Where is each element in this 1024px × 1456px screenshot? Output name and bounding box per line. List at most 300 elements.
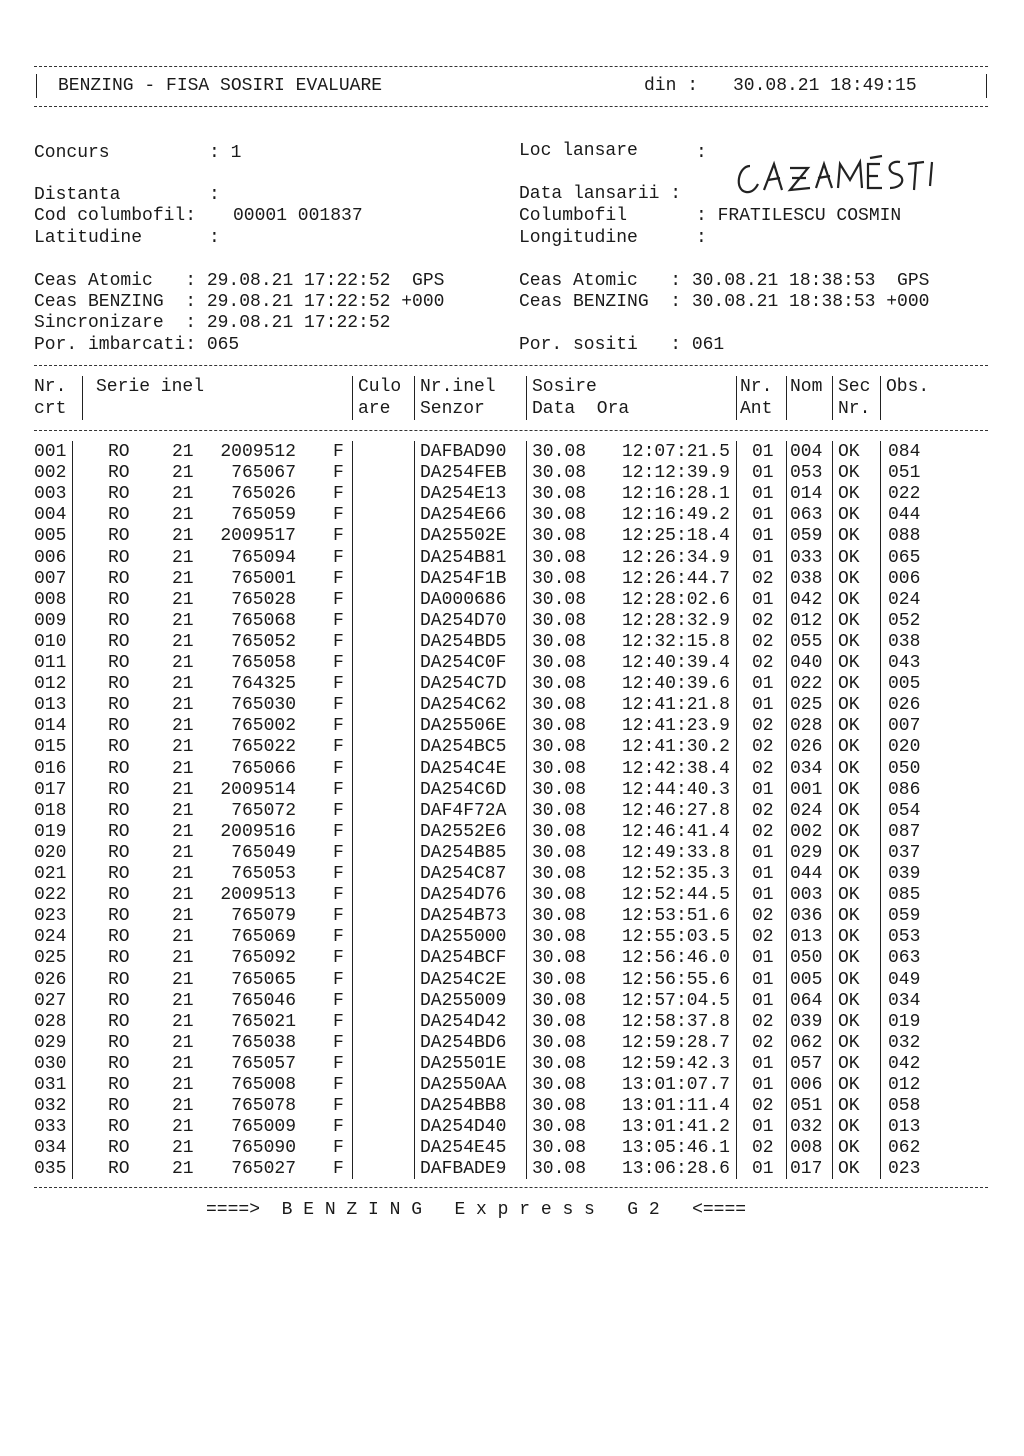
cell-antenna: 01 [752, 864, 774, 884]
cell-nom: 057 [790, 1053, 823, 1074]
cell-antenna: 01 [752, 948, 774, 969]
cell-sex: F [333, 906, 344, 927]
cod-value: 00001 001837 [233, 206, 363, 226]
cell-sex: F [333, 1096, 344, 1117]
cell-sec: OK [838, 758, 860, 779]
cell-nom: 008 [790, 1138, 823, 1159]
cell-sec: OK [838, 484, 860, 505]
cell-date: 30.08 [532, 842, 587, 863]
cell-year: 21 [172, 589, 194, 610]
cell-time: 12:52:44.5 [621, 885, 730, 906]
hdr-are: are [358, 399, 391, 419]
cell-obs: 005 [888, 674, 921, 695]
cell-nom: 055 [790, 631, 823, 652]
cell-sec: OK [838, 1053, 860, 1074]
cell-sensor: DA254FEB [420, 463, 507, 484]
hdr-senzor: Senzor [420, 399, 485, 419]
cell-sensor: DA254B81 [420, 547, 507, 568]
cell-antenna: 01 [752, 526, 774, 547]
cell-year: 21 [172, 1117, 194, 1138]
cell-time: 12:16:49.2 [621, 505, 730, 526]
cell-country: RO [108, 526, 130, 547]
cell-time: 12:28:02.6 [621, 589, 730, 610]
cell-obs: 065 [888, 547, 921, 568]
cell-sec: OK [838, 779, 860, 800]
cell-nom: 032 [790, 1117, 823, 1138]
cell-country: RO [108, 674, 130, 695]
cell-nom: 013 [790, 927, 823, 948]
cell-year: 21 [172, 969, 194, 990]
cell-ring-number: 765072 [231, 800, 296, 821]
cell-sec: OK [838, 885, 860, 906]
cell-country: RO [108, 927, 130, 948]
cell-sensor: DA254D42 [420, 1011, 507, 1032]
cell-ring-number: 2009512 [220, 442, 296, 462]
hdr-sec-nr: Nr. [838, 399, 871, 419]
cell-sec: OK [838, 568, 860, 589]
cell-date: 30.08 [532, 1053, 587, 1074]
cell-nom: 029 [790, 842, 823, 863]
cell-country: RO [108, 1096, 130, 1117]
cell-sex: F [333, 631, 344, 652]
cell-nr-crt: 009 [34, 610, 67, 631]
cell-antenna: 02 [752, 1011, 774, 1032]
columbofil-value: : FRATILESCU COSMIN [696, 206, 902, 226]
cell-nom: 022 [790, 674, 823, 695]
cell-antenna: 02 [752, 821, 774, 842]
cell-time: 12:56:46.0 [621, 948, 730, 969]
sheet-title: BENZING - FISA SOSIRI EVALUARE [58, 76, 383, 96]
hdr-data-ora: Data Ora [532, 399, 630, 419]
cell-nr-crt: 014 [34, 716, 67, 737]
cell-obs: 063 [888, 948, 921, 969]
cell-antenna: 02 [752, 906, 774, 927]
cell-year: 21 [172, 779, 194, 800]
cell-year: 21 [172, 906, 194, 927]
cell-nom: 064 [790, 990, 823, 1011]
cell-nom: 025 [790, 695, 823, 716]
cell-ring-number: 765078 [231, 1096, 296, 1117]
cell-sex: F [333, 1138, 344, 1159]
cell-year: 21 [172, 526, 194, 547]
cell-obs: 020 [888, 737, 921, 758]
cell-country: RO [108, 610, 130, 631]
cell-sex: F [333, 885, 344, 906]
cell-ring-number: 765021 [231, 1011, 296, 1032]
hdr-ant: Ant [740, 399, 773, 419]
body-sep-nr [72, 441, 73, 1179]
cell-obs: 024 [888, 589, 921, 610]
cell-sex: F [333, 1075, 344, 1095]
cell-ring-number: 765067 [231, 463, 296, 484]
cell-sec: OK [838, 1159, 860, 1180]
cell-sensor: DA25502E [420, 526, 507, 547]
cell-sensor: DA254E45 [420, 1138, 507, 1159]
cell-country: RO [108, 758, 130, 779]
cell-antenna: 01 [752, 885, 774, 906]
cell-antenna: 01 [752, 969, 774, 990]
cell-time: 12:07:21.5 [621, 442, 730, 462]
cell-obs: 062 [888, 1138, 921, 1159]
cell-antenna: 02 [752, 927, 774, 948]
cell-time: 12:46:41.4 [621, 821, 730, 842]
cell-nr-crt: 031 [34, 1075, 67, 1095]
cell-nom: 002 [790, 821, 823, 842]
cell-ring-number: 764325 [231, 674, 296, 695]
cell-sex: F [333, 1117, 344, 1138]
cell-obs: 052 [888, 610, 921, 631]
cell-year: 21 [172, 1011, 194, 1032]
cell-nom: 028 [790, 716, 823, 737]
cell-ring-number: 765002 [231, 716, 296, 737]
din-label: din : [644, 76, 699, 96]
cell-date: 30.08 [532, 610, 587, 631]
cell-country: RO [108, 1138, 130, 1159]
cell-sensor: DA254B73 [420, 906, 507, 927]
cell-date: 30.08 [532, 631, 587, 652]
hdr-sep-1 [82, 376, 83, 420]
cell-nr-crt: 012 [34, 674, 67, 695]
cell-year: 21 [172, 1096, 194, 1117]
cell-date: 30.08 [532, 1117, 587, 1138]
cell-sec: OK [838, 927, 860, 948]
cell-sec: OK [838, 737, 860, 758]
hdr-nr-ant: Nr. [740, 377, 773, 397]
cell-sex: F [333, 695, 344, 716]
cell-obs: 050 [888, 758, 921, 779]
cell-sex: F [333, 1032, 344, 1053]
cell-sensor: DA254C87 [420, 864, 507, 884]
hdr-sep-8 [880, 376, 881, 420]
right-benzing-clock: Ceas BENZING : 30.08.21 18:38:53 +000 [519, 292, 930, 312]
cell-time: 12:40:39.6 [621, 674, 730, 695]
cell-sensor: DA254C6D [420, 779, 507, 800]
cell-sex: F [333, 990, 344, 1011]
body-sep-culoare-left [352, 441, 353, 1179]
cell-country: RO [108, 885, 130, 906]
cell-sensor: DA255000 [420, 927, 507, 948]
cell-sex: F [333, 1159, 344, 1180]
cell-year: 21 [172, 948, 194, 969]
cell-antenna: 01 [752, 674, 774, 695]
cell-sex: F [333, 505, 344, 526]
cell-sensor: DA254BCF [420, 948, 507, 969]
cell-nr-crt: 028 [34, 1011, 67, 1032]
cell-time: 12:25:18.4 [621, 526, 730, 547]
cell-country: RO [108, 990, 130, 1011]
cell-obs: 019 [888, 1011, 921, 1032]
cell-nom: 024 [790, 800, 823, 821]
cell-ring-number: 765092 [231, 948, 296, 969]
cell-sec: OK [838, 948, 860, 969]
columbofil-label: Columbofil [519, 206, 628, 226]
hdr-sep-7 [832, 376, 833, 420]
cell-nom: 004 [790, 442, 823, 462]
cell-obs: 044 [888, 505, 921, 526]
data-lansarii-label: Data lansarii : [519, 184, 682, 204]
body-sep-culoare-right [414, 441, 415, 1179]
cell-year: 21 [172, 442, 194, 462]
cell-sex: F [333, 463, 344, 484]
right-frame-bar [986, 74, 987, 98]
cell-year: 21 [172, 885, 194, 906]
cell-sex: F [333, 864, 344, 884]
cell-time: 12:44:40.3 [621, 779, 730, 800]
cell-sex: F [333, 653, 344, 673]
cell-country: RO [108, 842, 130, 863]
cell-year: 21 [172, 1075, 194, 1095]
cell-sensor: DA254D40 [420, 1117, 507, 1138]
cell-year: 21 [172, 1159, 194, 1180]
cell-year: 21 [172, 695, 194, 716]
cell-sensor: DA254BC5 [420, 737, 507, 758]
cell-year: 21 [172, 842, 194, 863]
cell-obs: 084 [888, 442, 921, 462]
cell-ring-number: 765069 [231, 927, 296, 948]
cell-year: 21 [172, 653, 194, 673]
cell-antenna: 01 [752, 484, 774, 505]
concurs-label: Concurs [34, 143, 110, 163]
cell-date: 30.08 [532, 969, 587, 990]
cell-sex: F [333, 484, 344, 505]
cell-nr-crt: 010 [34, 631, 67, 652]
cell-country: RO [108, 969, 130, 990]
cell-sensor: DA255009 [420, 990, 507, 1011]
cell-time: 12:41:23.9 [621, 716, 730, 737]
cell-time: 13:01:07.7 [621, 1075, 730, 1095]
cell-ring-number: 765052 [231, 631, 296, 652]
cell-sex: F [333, 842, 344, 863]
cell-time: 12:26:44.7 [621, 568, 730, 589]
cell-ring-number: 765057 [231, 1053, 296, 1074]
cell-antenna: 02 [752, 1032, 774, 1053]
cell-sec: OK [838, 716, 860, 737]
cell-sensor: DA254D70 [420, 610, 507, 631]
cell-nr-crt: 002 [34, 463, 67, 484]
cell-ring-number: 765022 [231, 737, 296, 758]
cell-year: 21 [172, 610, 194, 631]
cell-nom: 038 [790, 568, 823, 589]
cell-nom: 059 [790, 526, 823, 547]
cell-sec: OK [838, 1096, 860, 1117]
cell-ring-number: 765049 [231, 842, 296, 863]
hdr-sep-2 [352, 376, 353, 420]
cell-sensor: DA254F1B [420, 568, 507, 589]
cell-country: RO [108, 906, 130, 927]
cell-sensor: DA2552E6 [420, 821, 507, 842]
cell-time: 12:16:28.1 [621, 484, 730, 505]
cell-nom: 036 [790, 906, 823, 927]
cell-nr-crt: 019 [34, 821, 67, 842]
cell-sec: OK [838, 653, 860, 673]
cell-time: 12:57:04.5 [621, 990, 730, 1011]
cell-obs: 022 [888, 484, 921, 505]
cell-antenna: 01 [752, 990, 774, 1011]
cell-year: 21 [172, 674, 194, 695]
cell-nr-crt: 013 [34, 695, 67, 716]
latitudine-value: : [209, 228, 220, 248]
body-sep-ant [786, 441, 787, 1179]
cell-time: 12:52:35.3 [621, 864, 730, 884]
cell-sec: OK [838, 547, 860, 568]
cell-sensor: DA254C4E [420, 758, 507, 779]
cell-antenna: 01 [752, 589, 774, 610]
cell-ring-number: 765027 [231, 1159, 296, 1180]
cell-sex: F [333, 610, 344, 631]
cell-antenna: 01 [752, 1117, 774, 1138]
cell-sensor: DA2550AA [420, 1075, 507, 1095]
cell-time: 12:59:42.3 [621, 1053, 730, 1074]
cell-obs: 042 [888, 1053, 921, 1074]
cell-sensor: DAFBAD90 [420, 442, 507, 462]
cell-antenna: 02 [752, 716, 774, 737]
cell-sensor: DA254C2E [420, 969, 507, 990]
cell-nr-crt: 007 [34, 568, 67, 589]
cell-country: RO [108, 484, 130, 505]
cell-sex: F [333, 674, 344, 695]
cell-date: 30.08 [532, 821, 587, 842]
cell-nr-crt: 017 [34, 779, 67, 800]
cell-date: 30.08 [532, 758, 587, 779]
cell-antenna: 01 [752, 695, 774, 716]
cell-obs: 026 [888, 695, 921, 716]
cell-sex: F [333, 737, 344, 758]
cell-year: 21 [172, 484, 194, 505]
cell-sex: F [333, 758, 344, 779]
cell-nom: 050 [790, 948, 823, 969]
table-header-border [34, 430, 988, 431]
cell-country: RO [108, 821, 130, 842]
cell-date: 30.08 [532, 948, 587, 969]
cell-obs: 032 [888, 1032, 921, 1053]
cell-nr-crt: 022 [34, 885, 67, 906]
cell-country: RO [108, 505, 130, 526]
cell-obs: 037 [888, 842, 921, 863]
cell-antenna: 02 [752, 1138, 774, 1159]
cell-nom: 063 [790, 505, 823, 526]
cell-time: 12:58:37.8 [621, 1011, 730, 1032]
cell-country: RO [108, 1011, 130, 1032]
cell-sec: OK [838, 695, 860, 716]
cell-country: RO [108, 1053, 130, 1074]
cell-year: 21 [172, 631, 194, 652]
cell-year: 21 [172, 1032, 194, 1053]
hdr-sosire: Sosire [532, 377, 597, 397]
latitudine-label: Latitudine [34, 228, 143, 248]
cell-antenna: 01 [752, 1053, 774, 1074]
cell-country: RO [108, 547, 130, 568]
cell-date: 30.08 [532, 800, 587, 821]
cell-sensor: DA254BD5 [420, 631, 507, 652]
cell-nom: 001 [790, 779, 823, 800]
cell-ring-number: 765065 [231, 969, 296, 990]
cell-country: RO [108, 1032, 130, 1053]
cell-ring-number: 765026 [231, 484, 296, 505]
cell-nom: 026 [790, 737, 823, 758]
cell-nr-crt: 029 [34, 1032, 67, 1053]
cell-obs: 043 [888, 653, 921, 673]
hdr-sep-6 [786, 376, 787, 420]
cell-country: RO [108, 864, 130, 884]
cell-time: 12:12:39.9 [621, 463, 730, 484]
cell-time: 12:59:28.7 [621, 1032, 730, 1053]
cell-obs: 058 [888, 1096, 921, 1117]
cell-nr-crt: 005 [34, 526, 67, 547]
cell-year: 21 [172, 547, 194, 568]
cell-sensor: DA25501E [420, 1053, 507, 1074]
cell-sensor: DA25506E [420, 716, 507, 737]
cell-obs: 054 [888, 800, 921, 821]
cell-ring-number: 765046 [231, 990, 296, 1011]
cell-date: 30.08 [532, 737, 587, 758]
body-sep-nom [832, 441, 833, 1179]
cell-antenna: 02 [752, 758, 774, 779]
cell-sec: OK [838, 526, 860, 547]
cell-nom: 034 [790, 758, 823, 779]
cell-antenna: 02 [752, 568, 774, 589]
cell-nr-crt: 035 [34, 1159, 67, 1180]
cell-ring-number: 765053 [231, 864, 296, 884]
cell-date: 30.08 [532, 716, 587, 737]
cell-antenna: 01 [752, 505, 774, 526]
cell-sensor: DA254E13 [420, 484, 507, 505]
cell-sec: OK [838, 1075, 860, 1095]
cell-time: 12:56:55.6 [621, 969, 730, 990]
cell-date: 30.08 [532, 885, 587, 906]
cell-nom: 012 [790, 610, 823, 631]
cell-country: RO [108, 589, 130, 610]
cell-antenna: 02 [752, 737, 774, 758]
cell-date: 30.08 [532, 906, 587, 927]
left-atomic-clock: Ceas Atomic : 29.08.21 17:22:52 GPS [34, 271, 445, 291]
left-benzing-clock: Ceas BENZING : 29.08.21 17:22:52 +000 [34, 292, 445, 312]
hdr-nom: Nom [790, 377, 823, 397]
cell-nom: 040 [790, 653, 823, 673]
cell-obs: 006 [888, 568, 921, 589]
top-border [34, 66, 988, 67]
longitudine-value: : [696, 228, 707, 248]
cell-country: RO [108, 653, 130, 673]
cell-country: RO [108, 737, 130, 758]
cell-nr-crt: 020 [34, 842, 67, 863]
hdr-serie: Serie inel [96, 377, 205, 397]
cell-time: 12:41:30.2 [621, 737, 730, 758]
cell-sex: F [333, 547, 344, 568]
cell-obs: 023 [888, 1159, 921, 1180]
cell-nr-crt: 032 [34, 1096, 67, 1117]
cell-sex: F [333, 948, 344, 969]
cell-date: 30.08 [532, 1032, 587, 1053]
cell-date: 30.08 [532, 547, 587, 568]
cell-antenna: 01 [752, 779, 774, 800]
cell-nr-crt: 016 [34, 758, 67, 779]
right-atomic-clock: Ceas Atomic : 30.08.21 18:38:53 GPS [519, 271, 930, 291]
cell-sensor: DA254C7D [420, 674, 507, 695]
cell-obs: 053 [888, 927, 921, 948]
cell-sec: OK [838, 800, 860, 821]
cell-date: 30.08 [532, 1075, 587, 1095]
cell-date: 30.08 [532, 990, 587, 1011]
cell-obs: 034 [888, 990, 921, 1011]
cell-antenna: 02 [752, 800, 774, 821]
cell-nom: 006 [790, 1075, 823, 1095]
concurs-value: : 1 [209, 143, 242, 163]
cell-nr-crt: 018 [34, 800, 67, 821]
cell-country: RO [108, 800, 130, 821]
cell-year: 21 [172, 927, 194, 948]
cell-antenna: 01 [752, 463, 774, 484]
cell-time: 12:46:27.8 [621, 800, 730, 821]
